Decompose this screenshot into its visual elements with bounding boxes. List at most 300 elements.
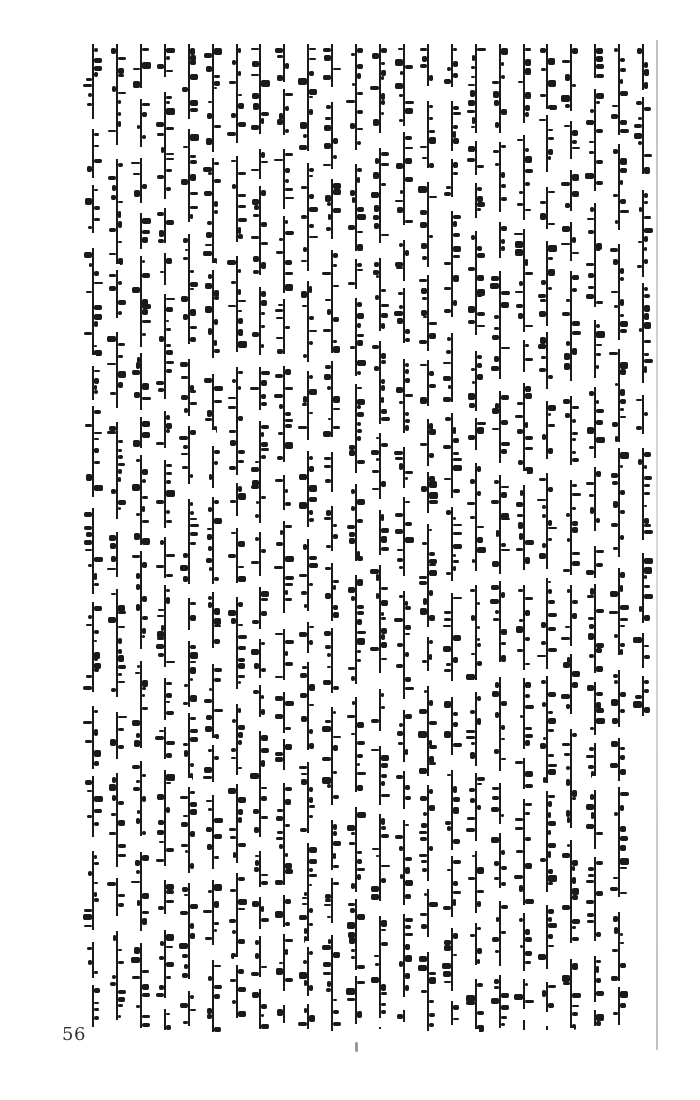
- script-glyph: [371, 894, 379, 900]
- word-gap: [186, 873, 192, 883]
- script-glyph: [501, 226, 507, 231]
- script-glyph: [238, 194, 246, 197]
- script-glyph: [231, 532, 236, 534]
- script-glyph: [644, 680, 649, 684]
- script-glyph: [525, 899, 534, 904]
- script-glyph: [111, 556, 116, 562]
- script-glyph: [448, 385, 451, 389]
- script-glyph: [421, 823, 427, 828]
- script-glyph: [477, 638, 480, 641]
- script-glyph: [302, 305, 307, 307]
- word-gap: [186, 344, 192, 359]
- script-glyph: [444, 701, 451, 708]
- script-glyph: [429, 564, 436, 566]
- script-glyph: [333, 605, 338, 610]
- script-glyph: [517, 203, 523, 206]
- script-glyph: [518, 589, 523, 592]
- script-glyph: [420, 64, 427, 68]
- script-glyph: [596, 56, 603, 62]
- script-glyph: [285, 419, 293, 422]
- word-gap: [353, 473, 359, 484]
- script-glyph: [348, 225, 355, 230]
- script-glyph: [166, 307, 173, 312]
- script-glyph: [445, 417, 451, 421]
- script-glyph: [208, 749, 212, 752]
- script-glyph: [638, 459, 642, 465]
- word-gap: [568, 575, 574, 585]
- script-glyph: [453, 73, 458, 78]
- script-glyph: [586, 804, 594, 810]
- script-glyph: [357, 859, 362, 864]
- script-glyph: [357, 110, 363, 114]
- script-glyph: [539, 311, 546, 317]
- word-gap: [521, 789, 527, 799]
- script-glyph: [477, 253, 485, 258]
- script-glyph: [470, 752, 475, 759]
- script-glyph: [422, 256, 427, 260]
- script-glyph: [525, 48, 531, 51]
- script-glyph: [490, 283, 499, 289]
- script-glyph: [190, 729, 198, 733]
- script-glyph: [85, 424, 92, 427]
- script-glyph: [285, 106, 289, 111]
- script-glyph: [572, 888, 579, 895]
- word-gap: [305, 653, 311, 662]
- script-glyph: [261, 816, 268, 819]
- script-glyph: [118, 665, 126, 669]
- script-glyph: [613, 877, 618, 879]
- script-glyph: [548, 257, 553, 260]
- script-glyph: [183, 1021, 188, 1024]
- script-glyph: [251, 649, 259, 655]
- script-glyph: [644, 492, 650, 495]
- script-glyph: [620, 605, 629, 610]
- script-glyph: [501, 109, 507, 115]
- script-glyph: [255, 855, 259, 857]
- script-glyph: [644, 353, 649, 356]
- script-glyph: [420, 48, 427, 51]
- script-glyph: [156, 859, 164, 862]
- script-glyph: [561, 637, 570, 640]
- script-glyph: [357, 579, 363, 586]
- script-glyph: [333, 952, 340, 958]
- word-gap: [186, 630, 192, 641]
- script-glyph: [142, 1015, 150, 1018]
- word-gap: [473, 913, 479, 923]
- script-glyph: [397, 558, 403, 562]
- script-glyph: [238, 576, 246, 582]
- script-glyph: [133, 173, 140, 175]
- script-glyph: [585, 173, 594, 179]
- script-glyph: [118, 990, 126, 994]
- script-glyph: [142, 911, 149, 914]
- script-glyph: [238, 681, 241, 684]
- script-glyph: [250, 387, 259, 390]
- script-glyph: [309, 684, 315, 691]
- word-gap: [257, 717, 263, 731]
- word-gap: [138, 1028, 144, 1034]
- text-column: [321, 44, 343, 1032]
- script-glyph: [572, 130, 578, 136]
- script-glyph: [142, 1023, 150, 1027]
- script-glyph: [596, 93, 604, 99]
- word-gap: [592, 458, 598, 467]
- word-gap: [234, 475, 240, 483]
- word-gap: [425, 776, 431, 785]
- script-glyph: [420, 222, 427, 228]
- word-gap: [544, 569, 550, 578]
- word-gap: [353, 251, 359, 259]
- script-glyph: [109, 286, 116, 291]
- word-gap: [281, 885, 287, 895]
- script-glyph: [620, 942, 624, 944]
- script-glyph: [525, 937, 532, 942]
- script-glyph: [525, 344, 529, 347]
- script-glyph: [613, 149, 618, 154]
- script-glyph: [94, 370, 100, 372]
- script-glyph: [429, 1000, 434, 1003]
- script-glyph: [394, 311, 403, 316]
- word-gap: [473, 175, 479, 183]
- script-glyph: [203, 910, 212, 913]
- script-glyph: [324, 143, 331, 149]
- word-gap: [329, 169, 335, 179]
- script-glyph: [209, 567, 212, 571]
- script-glyph: [109, 784, 116, 791]
- script-glyph: [525, 557, 530, 564]
- word-gap: [401, 343, 407, 359]
- word-gap: [449, 317, 455, 333]
- script-glyph: [620, 180, 623, 185]
- script-glyph: [422, 157, 427, 159]
- script-glyph: [261, 496, 266, 499]
- script-glyph: [596, 648, 602, 653]
- script-glyph: [285, 939, 293, 942]
- script-glyph: [110, 739, 116, 746]
- script-glyph: [495, 950, 499, 953]
- script-glyph: [539, 478, 546, 481]
- script-glyph: [333, 580, 339, 583]
- script-glyph: [525, 727, 532, 730]
- script-glyph: [142, 479, 146, 483]
- script-glyph: [323, 48, 331, 52]
- script-glyph: [541, 280, 546, 285]
- script-glyph: [381, 76, 384, 80]
- word-gap: [138, 931, 144, 943]
- script-glyph: [357, 812, 366, 818]
- word-gap: [425, 627, 431, 637]
- script-glyph: [94, 750, 101, 757]
- script-glyph: [541, 68, 546, 71]
- script-glyph: [548, 843, 556, 848]
- script-glyph: [285, 326, 290, 329]
- script-glyph: [302, 903, 307, 905]
- script-glyph: [453, 544, 462, 549]
- script-glyph: [156, 381, 164, 385]
- script-glyph: [333, 711, 336, 714]
- script-glyph: [190, 1009, 196, 1011]
- script-glyph: [620, 465, 623, 468]
- script-glyph: [405, 363, 409, 367]
- script-glyph: [180, 362, 188, 367]
- script-glyph: [261, 380, 267, 386]
- script-glyph: [118, 57, 126, 60]
- script-glyph: [277, 809, 283, 812]
- script-glyph: [396, 163, 403, 169]
- script-glyph: [620, 91, 628, 96]
- word-gap: [257, 929, 263, 936]
- text-column: [417, 44, 439, 1032]
- script-glyph: [118, 500, 126, 505]
- script-glyph: [166, 153, 174, 155]
- script-glyph: [395, 835, 403, 839]
- script-glyph: [394, 451, 403, 455]
- script-glyph: [333, 155, 337, 159]
- script-glyph: [285, 583, 293, 586]
- script-glyph: [309, 48, 316, 50]
- script-glyph: [471, 235, 475, 240]
- script-glyph: [190, 863, 194, 869]
- script-glyph: [477, 208, 481, 211]
- word-gap: [497, 662, 503, 677]
- script-glyph: [611, 114, 618, 119]
- script-glyph: [142, 230, 150, 234]
- script-glyph: [644, 505, 647, 507]
- script-glyph: [375, 158, 379, 164]
- script-glyph: [261, 598, 268, 601]
- script-glyph: [333, 736, 341, 738]
- script-glyph: [399, 595, 403, 598]
- script-glyph: [94, 206, 100, 210]
- script-glyph: [525, 812, 530, 815]
- script-glyph: [94, 882, 98, 884]
- script-glyph: [285, 869, 293, 874]
- script-glyph: [381, 706, 385, 709]
- script-glyph: [453, 233, 460, 237]
- script-glyph: [357, 519, 363, 523]
- word-gap: [449, 87, 455, 101]
- script-glyph: [548, 527, 557, 529]
- script-glyph: [644, 193, 648, 198]
- script-glyph: [261, 695, 264, 699]
- word-gap: [281, 293, 287, 299]
- script-glyph: [309, 859, 317, 864]
- script-glyph: [238, 48, 241, 53]
- word-gap: [592, 378, 598, 387]
- script-glyph: [111, 688, 116, 692]
- script-glyph: [285, 662, 293, 666]
- script-glyph: [324, 457, 331, 460]
- script-glyph: [118, 626, 125, 628]
- script-glyph: [111, 48, 116, 54]
- script-glyph: [572, 237, 576, 243]
- script-glyph: [610, 248, 618, 252]
- script-glyph: [261, 371, 270, 375]
- script-glyph: [381, 481, 386, 487]
- script-glyph: [399, 305, 403, 309]
- script-glyph: [644, 236, 648, 242]
- script-glyph: [468, 146, 475, 152]
- script-glyph: [644, 689, 649, 693]
- script-glyph: [303, 544, 307, 550]
- script-glyph: [261, 442, 268, 447]
- word-gap: [90, 1027, 96, 1038]
- script-glyph: [118, 463, 125, 466]
- word-gap: [329, 1031, 335, 1044]
- script-glyph: [620, 277, 624, 281]
- script-glyph: [94, 898, 99, 902]
- script-glyph: [572, 493, 581, 496]
- script-glyph: [110, 982, 116, 986]
- word-gap: [305, 750, 311, 762]
- script-glyph: [327, 653, 331, 657]
- word-gap: [497, 379, 503, 391]
- script-glyph: [644, 476, 652, 480]
- script-glyph: [381, 417, 390, 421]
- script-glyph: [444, 287, 451, 290]
- word-gap: [521, 1009, 527, 1020]
- script-glyph: [118, 281, 122, 285]
- script-glyph: [109, 832, 116, 835]
- script-glyph: [214, 349, 220, 353]
- script-glyph: [620, 933, 623, 936]
- script-glyph: [323, 972, 331, 975]
- script-glyph: [328, 939, 331, 944]
- script-glyph: [309, 194, 314, 199]
- script-glyph: [86, 532, 92, 537]
- script-glyph: [405, 925, 411, 929]
- script-glyph: [381, 360, 386, 364]
- script-glyph: [228, 610, 236, 616]
- script-glyph: [399, 119, 403, 122]
- script-glyph: [94, 305, 102, 310]
- script-glyph: [447, 774, 451, 776]
- script-glyph: [491, 998, 499, 1004]
- script-glyph: [468, 100, 475, 106]
- script-glyph: [494, 480, 499, 484]
- word-gap: [401, 281, 407, 288]
- script-glyph: [357, 73, 361, 79]
- script-glyph: [299, 574, 307, 577]
- script-glyph: [347, 922, 355, 929]
- script-glyph: [108, 617, 116, 623]
- script-glyph: [611, 473, 618, 478]
- script-glyph: [420, 837, 427, 841]
- script-glyph: [136, 513, 140, 516]
- script-glyph: [230, 979, 236, 982]
- script-glyph: [620, 510, 625, 514]
- script-glyph: [166, 480, 171, 484]
- script-glyph: [285, 949, 288, 955]
- script-glyph: [157, 212, 164, 216]
- script-glyph: [94, 133, 99, 136]
- script-glyph: [590, 207, 594, 212]
- script-glyph: [136, 1005, 140, 1008]
- script-glyph: [261, 152, 265, 158]
- script-glyph: [350, 908, 355, 913]
- script-glyph: [477, 867, 484, 874]
- script-glyph: [381, 774, 387, 778]
- script-glyph: [333, 585, 336, 590]
- script-glyph: [301, 260, 307, 262]
- script-glyph: [166, 753, 172, 758]
- script-glyph: [381, 409, 387, 414]
- script-glyph: [228, 554, 236, 558]
- script-glyph: [422, 297, 427, 300]
- word-gap: [329, 492, 335, 506]
- script-glyph: [166, 848, 174, 852]
- script-glyph: [538, 954, 546, 960]
- script-glyph: [477, 643, 481, 647]
- script-glyph: [644, 655, 650, 659]
- script-glyph: [548, 769, 556, 775]
- script-glyph: [323, 75, 331, 80]
- script-glyph: [501, 866, 507, 870]
- script-glyph: [477, 275, 484, 281]
- script-glyph: [376, 593, 379, 599]
- script-glyph: [620, 845, 626, 851]
- word-gap: [473, 965, 479, 979]
- script-glyph: [285, 284, 293, 291]
- script-glyph: [134, 533, 140, 540]
- script-glyph: [572, 331, 581, 335]
- text-column: [345, 44, 367, 1032]
- word-gap: [521, 905, 527, 913]
- script-glyph: [572, 600, 578, 604]
- script-glyph: [166, 782, 171, 784]
- script-glyph: [515, 818, 523, 821]
- script-glyph: [596, 331, 605, 338]
- script-glyph: [357, 422, 361, 426]
- script-glyph: [399, 723, 403, 727]
- script-glyph: [381, 183, 386, 186]
- script-glyph: [541, 356, 546, 359]
- script-glyph: [309, 412, 313, 414]
- script-glyph: [405, 918, 413, 922]
- script-glyph: [190, 904, 198, 909]
- script-glyph: [644, 313, 649, 320]
- script-glyph: [419, 854, 427, 857]
- script-glyph: [333, 831, 337, 836]
- script-glyph: [142, 309, 148, 315]
- script-glyph: [309, 168, 314, 172]
- script-glyph: [501, 655, 506, 662]
- script-glyph: [166, 298, 175, 300]
- script-glyph: [324, 631, 331, 636]
- word-gap: [401, 762, 407, 771]
- script-glyph: [562, 905, 570, 910]
- script-glyph: [309, 330, 317, 332]
- script-glyph: [87, 166, 92, 172]
- script-glyph: [376, 437, 379, 439]
- script-glyph: [453, 246, 461, 252]
- script-glyph: [190, 502, 193, 506]
- script-glyph: [324, 517, 331, 520]
- script-glyph: [285, 744, 292, 750]
- script-glyph: [333, 1022, 341, 1026]
- script-glyph: [285, 853, 288, 857]
- script-glyph: [252, 992, 259, 998]
- script-glyph: [572, 733, 577, 737]
- word-gap: [138, 545, 144, 551]
- script-glyph: [136, 459, 140, 462]
- script-glyph: [446, 510, 451, 515]
- script-glyph: [421, 990, 427, 993]
- script-glyph: [405, 606, 411, 610]
- script-glyph: [419, 956, 427, 962]
- script-glyph: [107, 363, 116, 365]
- script-glyph: [644, 484, 650, 487]
